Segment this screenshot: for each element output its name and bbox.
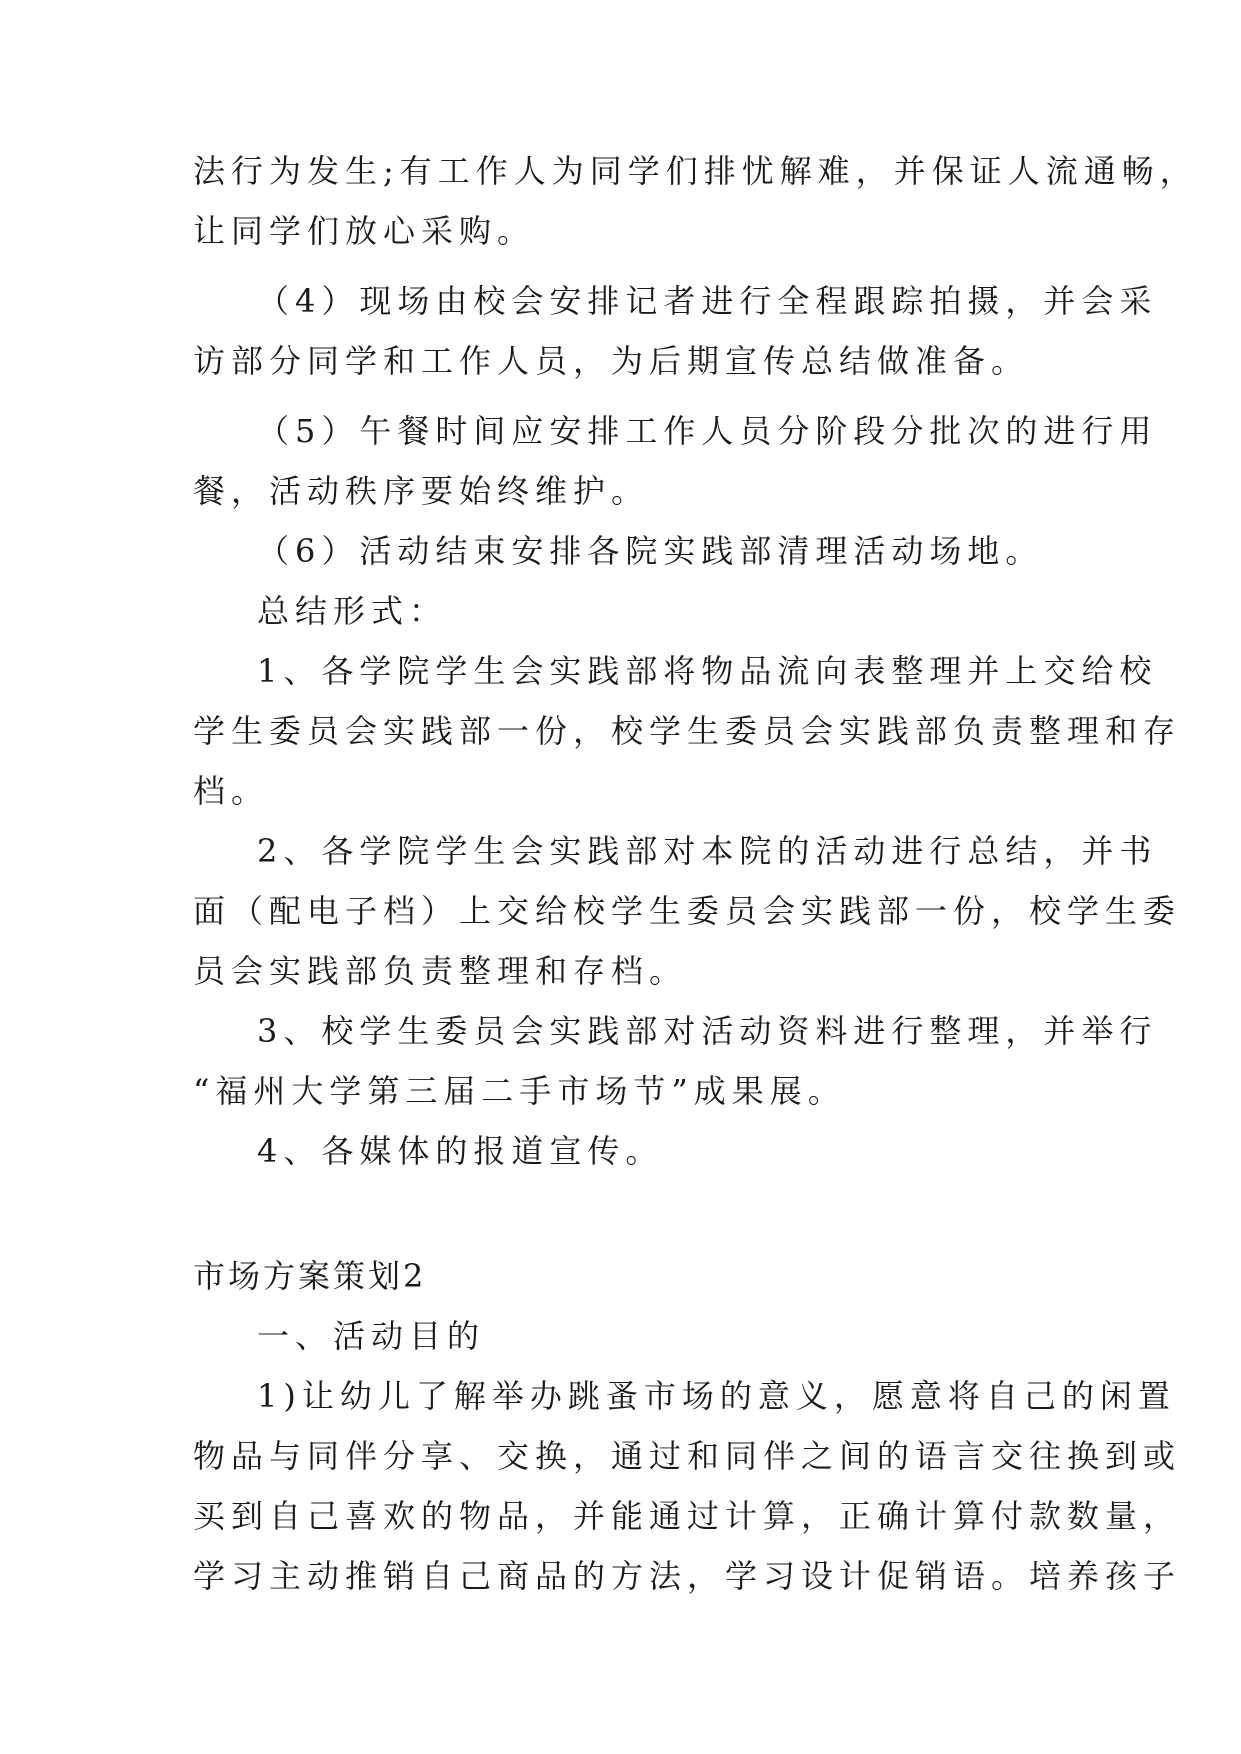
text-line: （5）午餐时间应安排工作人员分阶段分批次的进行用 [257,412,1158,450]
text-line: 员会实践部负责整理和存档。 [193,952,688,990]
text-line: 档。 [193,772,270,810]
text-line: 1)让幼儿了解举办跳蚤市场的意义，愿意将自己的闲置 [257,1377,1176,1415]
section-heading: 一、活动目的 [257,1317,486,1355]
text-line: 1、各学院学生会实践部将物品流向表整理并上交给校 [257,652,1158,690]
text-line: 3、校学生委员会实践部对活动资料进行整理，并举行 [257,1012,1158,1050]
text-line: 2、各学院学生会实践部对本院的活动进行总结，并书 [257,832,1158,870]
document-title: 市场方案策划2 [193,1257,427,1295]
text-line: 让同学们放心采购。 [193,212,536,250]
text-line: 买到自己喜欢的物品，并能通过计算，正确计算付款数量， [193,1497,1182,1535]
text-line: （4）现场由校会安排记者进行全程跟踪拍摄，并会采 [257,282,1158,320]
text-line: 物品与同伴分享、交换，通过和同伴之间的语言交往换到或 [193,1437,1182,1475]
text-line: 法行为发生;有工作人为同学们排忧解难，并保证人流通畅， [193,152,1198,190]
text-line: 餐，活动秩序要始终维护。 [193,472,650,510]
text-line: 4、各媒体的报道宣传。 [257,1132,664,1170]
text-line: 面（配电子档）上交给校学生委员会实践部一份，校学生委 [193,892,1182,930]
text-line: 学生委员会实践部一份，校学生委员会实践部负责整理和存 [193,712,1182,750]
text-line: （6）活动结束安排各院实践部清理活动场地。 [257,532,1044,570]
section-heading: 总结形式： [257,592,448,630]
text-line: 访部分同学和工作人员，为后期宣传总结做准备。 [193,342,1030,380]
text-line: 学习主动推销自己商品的方法，学习设计促销语。培养孩子 [193,1557,1182,1595]
text-line: “福州大学第三届二手市场节”成果展。 [193,1072,846,1110]
